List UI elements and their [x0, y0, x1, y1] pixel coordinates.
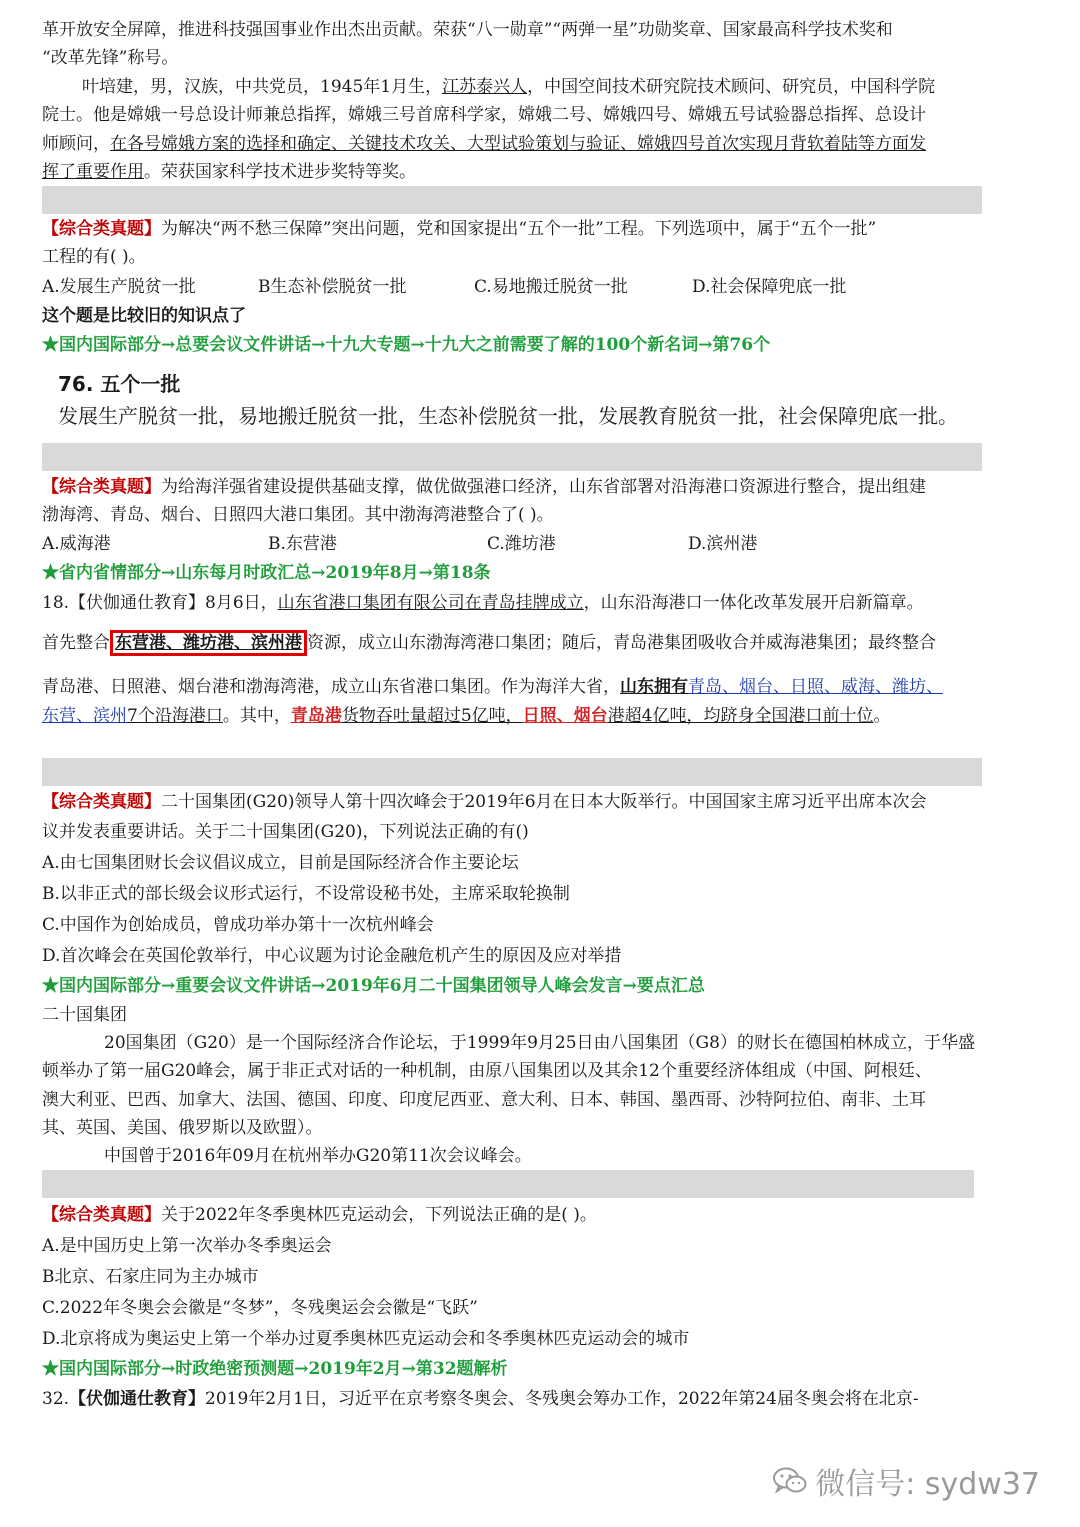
explanation-line — [42, 702, 890, 730]
text: ，中国空间技术研究院技术顾问、研究员，中国科学院 — [527, 77, 936, 97]
text: 工程的有( )。 — [42, 247, 146, 267]
text: C.易地搬迁脱贫一批 — [474, 277, 628, 297]
question-tag: 【综合类真题】 — [42, 477, 161, 497]
option-a — [42, 1232, 332, 1260]
question-tag: 【综合类真题】 — [42, 1205, 161, 1225]
text: 师顾问， — [42, 134, 110, 154]
text: 。荣获国家科学技术进步奖特等奖。 — [144, 162, 416, 182]
text: 关于2022年冬季奥林匹克运动会，下列说法正确的是( )。 — [161, 1205, 597, 1225]
blue-text: 青岛、烟台、日照、威海、潍坊、 — [688, 677, 943, 697]
text: A.由七国集团财长会议倡议成立，目前是国际经济合作主要论坛 — [42, 853, 519, 873]
text: D.滨州港 — [688, 534, 758, 554]
option-b — [42, 1263, 259, 1291]
text: B.以非正式的部长级会议形式运行，不设常设秘书处，主席采取轮换制 — [42, 884, 570, 904]
text: 18.【伏伽通仕教育】8月6日， — [42, 593, 278, 613]
explanation-line — [42, 1385, 919, 1413]
text: B生态补偿脱贫一批 — [258, 277, 407, 297]
text: 叶培建，男，汉族，中共党员，1945年1月生， — [82, 77, 443, 97]
reference-path — [42, 559, 491, 587]
text: 2019年2月1日，习近平在京考察冬奥会、冬残奥会筹办工作，2022年第24届冬奥会将在北京- — [205, 1389, 919, 1409]
text-line — [42, 158, 416, 186]
underlined-text: 港超4亿吨，均跻身全国港口前十位 — [607, 706, 874, 726]
text: A.发展生产脱贫一批 — [42, 277, 196, 297]
text: 这个题是比较旧的知识点了 — [42, 306, 246, 326]
separator-band — [42, 1170, 974, 1198]
text: 。 — [873, 706, 891, 726]
separator-band — [42, 186, 982, 214]
option-c — [474, 273, 628, 301]
text: 澳大利亚、巴西、加拿大、法国、德国、印度、印度尼西亚、意大利、日本、韩国、墨西哥、沙特阿拉伯、南非、土耳 — [42, 1090, 926, 1110]
text: D.社会保障兜底一批 — [692, 277, 847, 297]
sub-title — [42, 1001, 127, 1029]
text: A.是中国历史上第一次举办冬季奥运会 — [42, 1236, 332, 1256]
question-stem — [42, 473, 926, 501]
watermark-text: 微信号: sydw37 — [815, 1467, 1040, 1502]
reference-path — [42, 331, 770, 359]
separator-band — [42, 758, 982, 786]
paragraph-line — [42, 1114, 323, 1142]
text: ★国内国际部分→总要会议文件讲话→十九大专题→十九大之前需要了解的100个新名词→第76个 — [42, 335, 771, 355]
option-b — [258, 273, 407, 301]
option-b — [42, 880, 570, 908]
note — [42, 302, 246, 330]
text: 。其中， — [222, 706, 291, 726]
red-text: 日照、烟台 — [522, 706, 608, 726]
paragraph-line — [104, 1142, 532, 1170]
option-a — [42, 849, 519, 877]
underlined-text: 山东拥有 — [620, 677, 688, 697]
text-line — [42, 16, 893, 44]
paragraph-line — [42, 1057, 932, 1085]
option-d — [692, 273, 846, 301]
separator-band — [42, 443, 982, 471]
text: ★国内国际部分→时政绝密预测题→2019年2月→第32题解析 — [42, 1359, 508, 1379]
paragraph-line — [42, 1086, 926, 1114]
text: C.潍坊港 — [487, 534, 556, 554]
question-stem — [42, 818, 529, 846]
wechat-watermark — [773, 1459, 1040, 1503]
option-d — [42, 942, 621, 970]
underlined-text: 在各号嫦娥方案的选择和确定、关键技术攻关、大型试验策划与验证、嫦娥四号首次实现月背软着陆等方面发 — [110, 134, 926, 154]
question-stem — [42, 243, 146, 271]
option-a — [42, 273, 196, 301]
option-a — [42, 530, 111, 558]
underlined-text: 货物吞吐量超过5亿吨， — [341, 706, 523, 726]
text: 为解决“两不愁三保障”突出问题，党和国家提出“五个一批”工程。下列选项中，属于“五个一批” — [161, 219, 877, 239]
text: B北京、石家庄同为主办城市 — [42, 1267, 259, 1287]
paragraph-line — [104, 1029, 975, 1057]
text: 首先整合 — [42, 633, 110, 653]
wechat-icon — [773, 1467, 807, 1495]
text: 32. — [42, 1389, 70, 1409]
text: 二十国集团(G20)领导人第十四次峰会于2019年6月在日本大阪举行。中国国家主席习近平出席本次会 — [161, 792, 927, 812]
text-line — [82, 73, 935, 101]
text: B.东营港 — [268, 534, 337, 554]
text: 院士。他是嫦娥一号总设计师兼总指挥，嫦娥三号首席科学家，嫦娥二号、嫦娥四号、嫦娥五号试验器总指挥、总设计 — [42, 105, 926, 125]
reference-path — [42, 972, 705, 1000]
explanation-line — [42, 673, 943, 701]
option-d — [42, 1325, 689, 1353]
text: “改革先锋”称号。 — [42, 48, 179, 68]
text: 革开放安全屏障，推进科技强国事业作出杰出贡献。荣获“八一勋章”“两弹一星”功勋奖章、国家最高科学技术奖和 — [42, 20, 893, 40]
highlighted-answer: 东营港、潍坊港、滨州港 — [110, 630, 307, 656]
text: D.首次峰会在英国伦敦举行，中心议题为讨论金融危机产生的原因及应对举措 — [42, 946, 622, 966]
question-stem — [42, 215, 876, 243]
underlined-text: 挥了重要作用 — [42, 162, 144, 182]
text-line — [42, 44, 178, 72]
underlined-text: 山东省港口集团有限公司在青岛挂牌成立 — [277, 593, 584, 613]
question-stem — [42, 788, 927, 816]
option-c — [42, 1294, 478, 1322]
text: 二十国集团 — [42, 1005, 127, 1025]
text: 资源，成立山东渤海湾港口集团；随后，青岛港集团吸收合并威海港集团；最终整合 — [307, 633, 936, 653]
text: C.2022年冬奥会会徽是“冬梦”，冬残奥运会会徽是“飞跃” — [42, 1298, 478, 1318]
text: 青岛港、日照港、烟台港和渤海湾港，成立山东省港口集团。作为海洋大省， — [42, 677, 620, 697]
explanation-line — [42, 629, 936, 657]
text: ，山东沿海港口一体化改革发展开启新篇章。 — [583, 593, 924, 613]
answer-line — [58, 402, 958, 430]
text: 76. 五个一批 — [58, 372, 181, 396]
reference-path — [42, 1355, 508, 1383]
text: 议并发表重要讲话。关于二十国集团(G20)，下列说法正确的有() — [42, 822, 529, 842]
question-tag: 【综合类真题】 — [42, 219, 161, 239]
text: ★国内国际部分→重要会议文件讲话→2019年6月二十国集团领导人峰会发言→要点汇总 — [42, 976, 705, 996]
text: C.中国作为创始成员，曾成功举办第十一次杭州峰会 — [42, 915, 434, 935]
text: 【伏伽通仕教育】 — [69, 1389, 206, 1409]
option-c — [42, 911, 434, 939]
underlined-text: 7个沿海港口 — [127, 706, 223, 726]
underlined-text: 江苏泰兴人 — [442, 77, 528, 97]
text: A.威海港 — [42, 534, 111, 554]
explanation-line — [42, 589, 924, 617]
question-stem — [42, 501, 554, 529]
text-line — [42, 130, 926, 158]
text: 20国集团（G20）是一个国际经济合作论坛，于1999年9月25日由八国集团（G8）的财长在德国柏林成立，于华盛 — [104, 1033, 975, 1053]
question-tag: 【综合类真题】 — [42, 792, 161, 812]
blue-text: 东营、滨州 — [42, 706, 127, 726]
text: ★省内省情部分→山东每月时政汇总→2019年8月→第18条 — [42, 563, 491, 583]
option-c — [487, 530, 556, 558]
question-stem — [42, 1201, 597, 1229]
option-d — [688, 530, 757, 558]
red-text: 青岛港 — [290, 706, 342, 726]
text: 渤海湾、青岛、烟台、日照四大港口集团。其中渤海湾港整合了( )。 — [42, 505, 554, 525]
text: 为给海洋强省建设提供基础支撑，做优做强港口经济，山东省部署对沿海港口资源进行整合，提出组建 — [161, 477, 926, 497]
text: 其、英国、美国、俄罗斯以及欧盟）。 — [42, 1118, 323, 1138]
text: 中国曾于2016年09月在杭州举办G20第11次会议峰会。 — [104, 1146, 532, 1166]
section-heading — [58, 370, 180, 398]
option-b — [268, 530, 337, 558]
text: D.北京将成为奥运史上第一个举办过夏季奥林匹克运动会和冬季奥林匹克运动会的城市 — [42, 1329, 690, 1349]
text: 顿举办了第一届G20峰会，属于非正式对话的一种机制，由原八国集团以及其余12个重要经济体组成（中国、阿根廷、 — [42, 1061, 932, 1081]
text-line — [42, 101, 926, 129]
text: 发展生产脱贫一批，易地搬迁脱贫一批，生态补偿脱贫一批，发展教育脱贫一批，社会保障兜底一批。 — [58, 404, 958, 428]
